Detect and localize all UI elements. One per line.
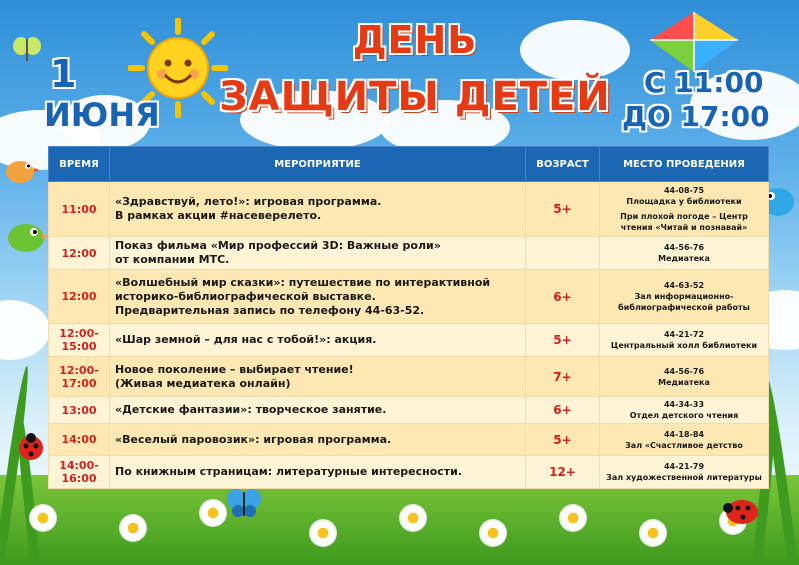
daisy xyxy=(200,500,226,526)
place-phone: 44-56-76 xyxy=(663,243,705,252)
daisy xyxy=(400,505,426,531)
daisy xyxy=(640,520,666,546)
row-place xyxy=(600,397,769,424)
row-time: 12:00-17:00 xyxy=(49,357,110,397)
place-phone: 44-56-76 xyxy=(663,366,705,376)
row-event xyxy=(110,182,526,237)
row-event xyxy=(110,237,526,270)
table-header-row xyxy=(49,147,769,182)
row-time: 13:00 xyxy=(49,397,110,424)
place-line: Медиатека xyxy=(658,377,710,387)
place-line: Отдел детского чтения xyxy=(629,411,739,420)
place-phone: 44-34-33 xyxy=(663,400,705,409)
event-line: историко-библиографической выставке. xyxy=(115,289,376,303)
schedule-table xyxy=(48,146,769,489)
row-age: 12+ xyxy=(526,456,600,489)
table-row xyxy=(49,182,769,237)
row-time: 11:00 xyxy=(49,182,110,237)
column-header-event: МЕРОПРИЯТИЕ xyxy=(110,147,526,182)
event-line: По книжным страницам: литературные интересности. xyxy=(115,465,463,478)
daisy xyxy=(480,520,506,546)
butterfly-icon xyxy=(12,36,42,64)
row-place xyxy=(600,182,769,237)
table-row xyxy=(49,270,769,324)
place-phone: 44-63-52 xyxy=(663,281,705,290)
butterfly-icon xyxy=(226,488,262,518)
ladybug-icon xyxy=(722,494,762,526)
table-row xyxy=(49,456,769,489)
event-line: «Здравствуй, лето!»: игровая программа. xyxy=(115,195,382,208)
row-event xyxy=(110,324,526,357)
row-event xyxy=(110,424,526,456)
title-line2: ЗАЩИТЫ ДЕТЕЙ xyxy=(219,74,611,120)
row-place xyxy=(600,456,769,489)
row-time: 12:00-15:00 xyxy=(49,324,110,357)
place-phone: 44-21-72 xyxy=(663,330,705,339)
row-place xyxy=(600,324,769,357)
event-line: «Детские фантазии»: творческое занятие. xyxy=(115,403,387,416)
title-line1: ДЕНЬ xyxy=(352,18,478,62)
row-event xyxy=(110,397,526,424)
place-line: Зал информационно- xyxy=(634,292,734,301)
row-age: 7+ xyxy=(526,357,600,397)
row-place xyxy=(600,424,769,456)
place-phone: 44-08-75 xyxy=(663,186,705,195)
row-age: 5+ xyxy=(526,182,600,237)
column-header-time: ВРЕМЯ xyxy=(49,147,110,182)
place-line: Медиатека xyxy=(658,254,710,263)
row-age: 6+ xyxy=(526,397,600,424)
ladybug-icon xyxy=(16,432,46,462)
row-age: 5+ xyxy=(526,324,600,357)
table-row xyxy=(49,324,769,357)
daisy xyxy=(310,520,336,546)
column-header-place: МЕСТО ПРОВЕДЕНИЯ xyxy=(600,147,769,182)
time-to: ДО 17:00 xyxy=(622,100,770,133)
table-row xyxy=(49,357,769,397)
bird-icon xyxy=(0,210,52,262)
event-line: В рамках акции #насеверелето. xyxy=(115,209,322,222)
place-line: Зал художественной литературы xyxy=(606,473,762,482)
event-line: от компании МТС. xyxy=(115,253,230,266)
row-place xyxy=(600,237,769,270)
place-line: Центральный холл библиотеки xyxy=(610,341,758,350)
row-event xyxy=(110,456,526,489)
date-month: ИЮНЯ xyxy=(44,96,160,134)
date-number: 1 xyxy=(50,52,77,96)
table-row xyxy=(49,237,769,270)
row-time: 12:00 xyxy=(49,270,110,324)
row-place xyxy=(600,270,769,324)
row-time: 12:00 xyxy=(49,237,110,270)
time-from: С 11:00 xyxy=(644,66,764,99)
event-line: «Волшебный мир сказки»: путешествие по интерактивной xyxy=(115,275,491,289)
event-line: Новое поколение – выбирает чтение! xyxy=(115,362,354,376)
daisy xyxy=(120,515,146,541)
row-event xyxy=(110,270,526,324)
schedule-body xyxy=(49,182,769,489)
table-row xyxy=(49,424,769,456)
place-phone: 44-21-79 xyxy=(663,462,705,471)
row-time: 14:00-16:00 xyxy=(49,456,110,489)
daisy xyxy=(560,505,586,531)
bird-icon xyxy=(0,150,40,190)
place-line: При плохой погоде – Центр xyxy=(620,212,748,221)
row-time: 14:00 xyxy=(49,424,110,456)
row-event xyxy=(110,357,526,397)
row-age xyxy=(526,237,600,270)
row-age: 6+ xyxy=(526,270,600,324)
event-line: Показ фильма «Мир профессий 3D: Важные роли» xyxy=(115,239,441,252)
event-line: Предварительная запись по телефону 44-63-52. xyxy=(115,303,425,317)
kite-icon xyxy=(648,10,740,74)
row-age: 5+ xyxy=(526,424,600,456)
place-line: чтения «Читай и познавай» xyxy=(620,223,748,232)
event-line: (Живая медиатека онлайн) xyxy=(115,376,291,390)
event-line: «Шар земной – для нас с тобой!»: акция. xyxy=(115,333,377,346)
column-header-age: ВОЗРАСТ xyxy=(526,147,600,182)
place-line: Зал «Счастливое детство xyxy=(625,440,743,450)
daisy xyxy=(30,505,56,531)
table-row xyxy=(49,397,769,424)
place-line: Площадка у библиотеки xyxy=(626,197,742,206)
event-line: «Веселый паровозик»: игровая программа. xyxy=(115,432,392,446)
place-line: библиографической работы xyxy=(618,303,750,312)
row-place xyxy=(600,357,769,397)
place-phone: 44-18-84 xyxy=(663,429,705,439)
